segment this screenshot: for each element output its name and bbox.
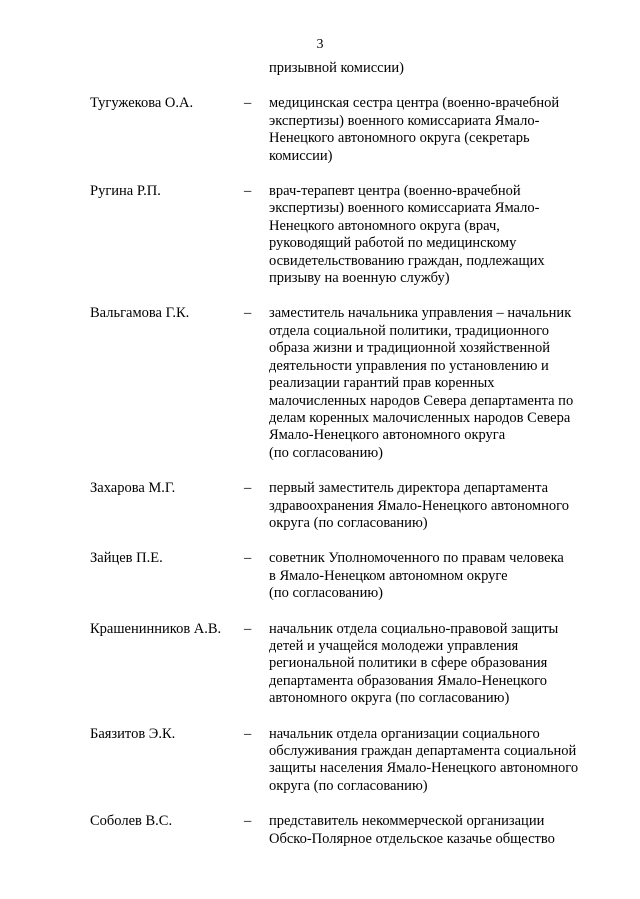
member-role: медицинская сестра центра (военно-врачебной экспертизы) военного комиссариата Ямало- Ненецкого автономного округа (секретарь комиссии)	[269, 95, 560, 164]
member-dash: –	[244, 183, 252, 200]
member-role: первый заместитель директора департамента здравоохранения Ямало-Ненецкого автономного округа (по согласованию)	[269, 480, 569, 531]
member-dash: –	[244, 620, 252, 637]
page-number: 3	[316, 37, 324, 52]
member-role: начальник отдела организации социального обслуживания граждан департамента социальной защиты населения Ямало-Ненецкого автономного округа (по согласованию)	[269, 725, 579, 794]
member-name: Зайцев П.Е.	[90, 550, 163, 567]
member-dash: –	[244, 813, 252, 830]
member-dash: –	[244, 305, 252, 322]
member-entry	[0, 305, 640, 462]
member-entry	[0, 726, 640, 796]
member-name: Захарова М.Г.	[90, 480, 176, 497]
member-name: Вальгамова Г.К.	[90, 305, 190, 322]
member-name: Крашенинников А.В.	[90, 620, 222, 637]
member-dash: –	[244, 480, 252, 497]
commission-member-list	[0, 60, 640, 866]
member-dash: –	[244, 550, 252, 567]
member-role: представитель некоммерческой организации Обско-Полярное отдельское казачье общество	[269, 813, 555, 847]
member-entry	[0, 480, 640, 532]
member-entry	[0, 621, 640, 708]
member-entry	[0, 813, 640, 848]
member-entry	[0, 183, 640, 287]
member-name: Соболев В.С.	[90, 813, 173, 830]
member-entry	[0, 550, 640, 602]
member-dash: –	[244, 95, 252, 112]
member-role: заместитель начальника управления – начальник отдела социальной политики, традиционного образа жизни и традиционной хозяйственной деятельности управления по установлению и реализации гарантий прав коренных малочисленных народов Севера департамента по делам коренных малочисленных народов Севера Ямало-Ненецкого автономного округа (по согласованию)	[269, 305, 574, 461]
member-name: Ругина Р.П.	[90, 183, 161, 200]
member-name: Баязитов Э.К.	[90, 725, 176, 742]
member-entry	[0, 95, 640, 165]
continuation-text: призывной комиссии)	[269, 60, 404, 76]
member-dash: –	[244, 725, 252, 742]
member-role: начальник отдела социально-правовой защиты детей и учащейся молодежи управления региональной политики в сфере образования департамента образования Ямало-Ненецкого автономного округа (по согласованию)	[269, 620, 559, 707]
member-role: врач-терапевт центра (военно-врачебной экспертизы) военного комиссариата Ямало- Ненецкого автономного округа (врач, руководящий работой по медицинскому освидетельствованию граждан, подлежащих призыву на военную службу)	[269, 183, 545, 287]
member-role: советник Уполномоченного по правам человека в Ямало-Ненецком автономном округе (по согласованию)	[269, 550, 564, 602]
member-name: Тугужекова О.А.	[90, 95, 194, 112]
